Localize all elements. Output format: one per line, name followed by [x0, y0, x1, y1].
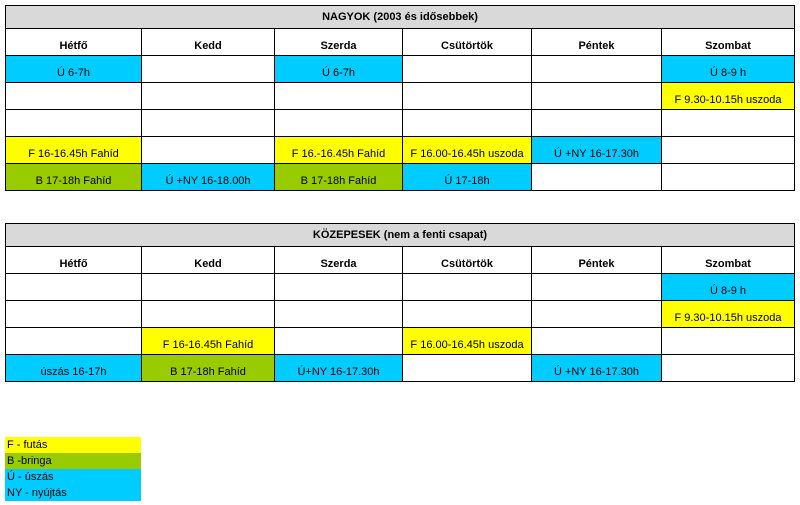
- kozepesek-schedule-cell: Ú+NY 16-17.30h: [275, 355, 403, 382]
- kozepesek-schedule-cell: [662, 355, 795, 382]
- kozepesek-schedule-cell: [403, 274, 532, 301]
- nagyok-day-header: Kedd: [142, 29, 275, 56]
- kozepesek-schedule-cell: [532, 301, 662, 328]
- nagyok-schedule-cell: [275, 110, 403, 137]
- kozepesek-schedule-table: [5, 223, 795, 382]
- table-row: [6, 274, 795, 301]
- kozepesek-schedule-cell: [275, 301, 403, 328]
- table-row: [6, 137, 795, 164]
- table-row: [6, 164, 795, 191]
- nagyok-schedule-cell: [403, 56, 532, 83]
- kozepesek-schedule-cell: F 9.30-10.15h uszoda: [662, 301, 795, 328]
- nagyok-schedule-cell: F 16.00-16.45h uszoda: [403, 137, 532, 164]
- nagyok-schedule-cell: [532, 56, 662, 83]
- kozepesek-schedule-cell: [142, 274, 275, 301]
- nagyok-day-header: Szombat: [662, 29, 795, 56]
- nagyok-schedule-cell: [662, 110, 795, 137]
- table-row: [6, 355, 795, 382]
- nagyok-schedule-cell: [6, 83, 142, 110]
- nagyok-schedule-cell: [403, 110, 532, 137]
- kozepesek-schedule-cell: Ú +NY 16-17.30h: [532, 355, 662, 382]
- table-row: [6, 301, 795, 328]
- nagyok-day-header: Hétfő: [6, 29, 142, 56]
- nagyok-schedule-cell: Ú 6-7h: [6, 56, 142, 83]
- nagyok-schedule-cell: [403, 83, 532, 110]
- kozepesek-day-header: Kedd: [142, 247, 275, 274]
- nagyok-schedule-cell: [662, 137, 795, 164]
- nagyok-schedule-cell: F 9.30-10.15h uszoda: [662, 83, 795, 110]
- nagyok-schedule-cell: [275, 83, 403, 110]
- nagyok-schedule-cell: Ú +NY 16-17.30h: [532, 137, 662, 164]
- kozepesek-schedule-cell: [662, 328, 795, 355]
- nagyok-schedule-cell: Ú +NY 16-18.00h: [142, 164, 275, 191]
- kozepesek-schedule-cell: [275, 328, 403, 355]
- kozepesek-day-header: Csütörtök: [403, 247, 532, 274]
- kozepesek-schedule-cell: Ú 8-9 h: [662, 274, 795, 301]
- nagyok-day-header: Csütörtök: [403, 29, 532, 56]
- nagyok-schedule-cell: B 17-18h Fahíd: [6, 164, 142, 191]
- nagyok-schedule-cell: F 16.-16.45h Fahíd: [275, 137, 403, 164]
- kozepesek-schedule-cell: [403, 301, 532, 328]
- nagyok-schedule-cell: B 17-18h Fahíd: [275, 164, 403, 191]
- nagyok-schedule-cell: [142, 83, 275, 110]
- kozepesek-schedule-cell: F 16.00-16.45h uszoda: [403, 328, 532, 355]
- kozepesek-day-header: Szombat: [662, 247, 795, 274]
- table-row: [6, 83, 795, 110]
- nagyok-schedule-cell: [532, 164, 662, 191]
- kozepesek-schedule-cell: [6, 274, 142, 301]
- nagyok-schedule-cell: [142, 137, 275, 164]
- nagyok-schedule-cell: [532, 83, 662, 110]
- nagyok-schedule-cell: Ú 8-9 h: [662, 56, 795, 83]
- nagyok-day-header: Szerda: [275, 29, 403, 56]
- nagyok-schedule-cell: [142, 56, 275, 83]
- legend-item: Ú - úszás: [5, 469, 141, 485]
- legend-item: B -bringa: [5, 453, 141, 469]
- kozepesek-day-header: Hétfő: [6, 247, 142, 274]
- nagyok-schedule-cell: [6, 110, 142, 137]
- kozepesek-schedule-cell: [142, 301, 275, 328]
- kozepesek-schedule-cell: [403, 355, 532, 382]
- kozepesek-schedule-cell: B 17-18h Fahíd: [142, 355, 275, 382]
- table-row: [6, 110, 795, 137]
- kozepesek-day-header: Péntek: [532, 247, 662, 274]
- kozepesek-day-header: Szerda: [275, 247, 403, 274]
- kozepesek-title: KÖZEPESEK (nem a fenti csapat): [6, 224, 795, 247]
- table-row: [6, 328, 795, 355]
- kozepesek-schedule-cell: [6, 301, 142, 328]
- nagyok-schedule-cell: Ú 17-18h: [403, 164, 532, 191]
- kozepesek-schedule-cell: [6, 328, 142, 355]
- legend-item: F - futás: [5, 437, 141, 453]
- nagyok-title: NAGYOK (2003 és idősebbek): [6, 6, 795, 29]
- legend: [5, 437, 141, 501]
- nagyok-schedule-cell: [142, 110, 275, 137]
- kozepesek-schedule-cell: [532, 274, 662, 301]
- nagyok-day-header: Péntek: [532, 29, 662, 56]
- kozepesek-schedule-cell: F 16-16.45h Fahíd: [142, 328, 275, 355]
- kozepesek-schedule-cell: [532, 328, 662, 355]
- nagyok-schedule-cell: F 16-16.45h Fahíd: [6, 137, 142, 164]
- kozepesek-schedule-cell: úszás 16-17h: [6, 355, 142, 382]
- nagyok-schedule-cell: Ú 6-7h: [275, 56, 403, 83]
- kozepesek-schedule-cell: [275, 274, 403, 301]
- legend-item: NY - nyújtás: [5, 485, 141, 501]
- table-row: [6, 56, 795, 83]
- nagyok-schedule-cell: [662, 164, 795, 191]
- nagyok-schedule-table: [5, 5, 795, 191]
- nagyok-schedule-cell: [532, 110, 662, 137]
